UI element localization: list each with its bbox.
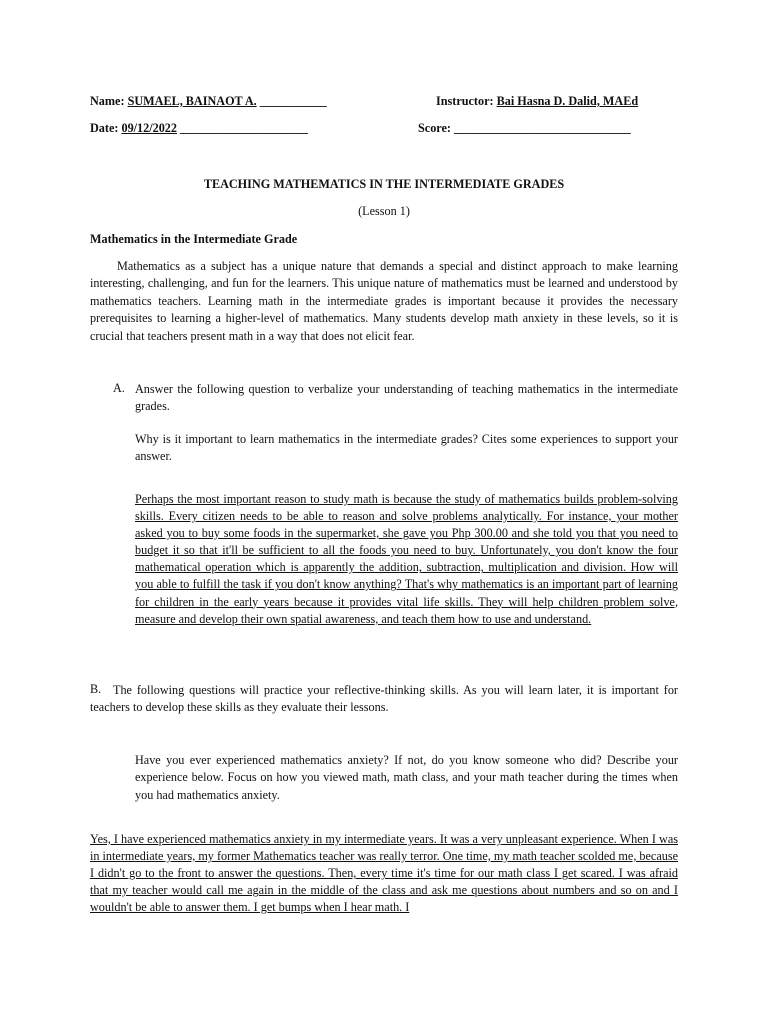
part-a-marker: A.: [113, 381, 125, 395]
date-line: [90, 121, 308, 136]
name-line: [90, 94, 327, 109]
instructor-label: Instructor:: [436, 94, 494, 108]
lesson-number: (Lesson 1): [358, 204, 410, 218]
intro-paragraph: Mathematics as a subject has a unique nature that demands a special and distinct approach to make learning interesting, challenging, and fun for the learners. This unique nature of mathematics must be learned and understood by mathematics teachers. Learning math in the intermediate grades is important because it provides the necessary prerequisites to learning a higher-level of mathematics. Many students develop math anxiety in these levels, so it is crucial that teachers present math in a way that does not elicit fear.: [90, 259, 678, 343]
part-a-question: Why is it important to learn mathematics in the intermediate grades? Cites some experiences to support your answer.: [135, 432, 678, 464]
part-b-question: Have you ever experienced mathematics anxiety? If not, do you know someone who did? Describe your experience below. Focus on how you viewed math, math class, and your math teacher during the times when you had mathematics anxiety.: [135, 753, 678, 802]
date-blank: _____________________: [180, 121, 309, 135]
score-blank: _____________________________: [454, 121, 631, 135]
name-label: Name:: [90, 94, 125, 108]
name-value: SUMAEL, BAINAOT A.: [127, 94, 257, 108]
name-blank: ___________: [259, 94, 327, 108]
part-b-answer: Yes, I have experienced mathematics anxiety in my intermediate years. It was a very unpleasant experience. When I was in intermediate years, my former Mathematics teacher was really terror. One time, my math teacher scolded me, because I didn't go to the front to answer the questions. Then, every time it's time for our math class I get scared. I was afraid that my teacher would call me again in the middle of the class and ask me questions about numbers and so on and I wouldn't be able to answer them. I get bumps when I hear math. I: [90, 832, 678, 915]
part-b-marker: B.: [90, 682, 102, 696]
score-line: [418, 121, 631, 136]
score-label: Score:: [418, 121, 451, 135]
part-a-answer: Perhaps the most important reason to study math is because the study of mathematics builds problem-solving skills. Every citizen needs to be able to reason and solve problems analytically. For instance, your mother asked you to buy some foods in the supermarket, she gave you Php 300.00 and she told you that you need to budget it so that it'll be sufficient to all the foods you need to buy. Unfortunately, you don't know the four mathematical operation which is apparently the addition, subtraction, multiplication and division. How will you able to fulfill the task if you don't know anything? That's why mathematics is an important part of learning for children in the early years because it provides vital life skills. They will help children problem solve, measure and develop their own spatial awareness, and teach them how to use and understand.: [135, 492, 678, 626]
section-heading: Mathematics in the Intermediate Grade: [90, 232, 298, 246]
instructor-value: Bai Hasna D. Dalid, MAEd: [496, 94, 639, 108]
instructor-line: [436, 94, 638, 109]
document-title: TEACHING MATHEMATICS IN THE INTERMEDIATE GRADES: [203, 177, 565, 191]
part-a-instruction: Answer the following question to verbalize your understanding of teaching mathematics in the intermediate grades.: [135, 382, 678, 414]
date-value: 09/12/2022: [121, 121, 177, 135]
date-label: Date:: [90, 121, 119, 135]
part-b-instruction: The following questions will practice your reflective-thinking skills. As you will learn later, it is important for teachers to develop these skills as they evaluate their lessons.: [90, 683, 678, 715]
